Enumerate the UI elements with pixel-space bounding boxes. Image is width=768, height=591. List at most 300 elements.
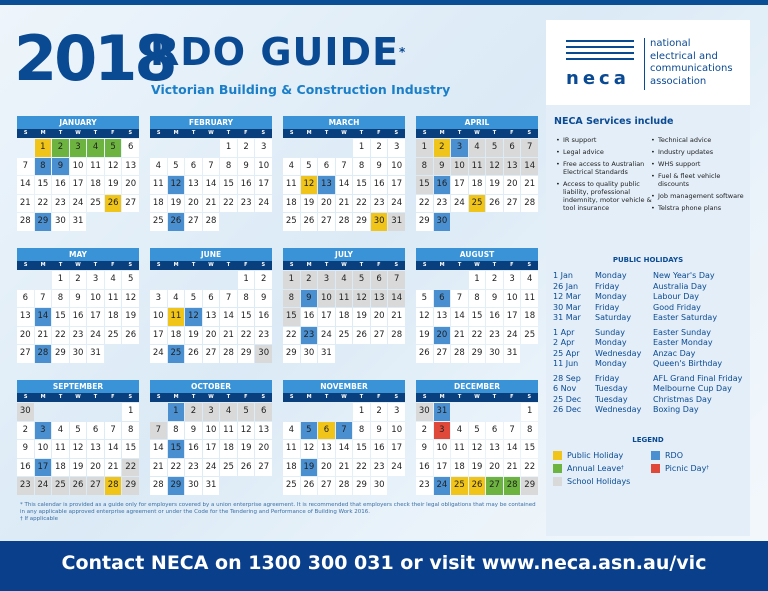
day-cell: 11 xyxy=(283,176,300,194)
day-cell: 12 xyxy=(168,176,185,194)
day-cell: 20 xyxy=(255,440,272,458)
day-cell: 15 xyxy=(35,176,52,194)
holiday-date: 2 Apr xyxy=(553,338,575,347)
day-cell: 18 xyxy=(336,308,353,326)
month-title: APRIL xyxy=(416,116,538,129)
weekday-label: S xyxy=(422,394,427,400)
day-cell: 14 xyxy=(220,308,237,326)
day-cell: 28 xyxy=(521,195,538,213)
day-cell: 11 xyxy=(105,290,122,308)
day-cell: 12 xyxy=(416,308,433,326)
day-cell: 1 xyxy=(168,403,185,421)
day-cell: 17 xyxy=(150,327,167,345)
holiday-date: 31 Mar xyxy=(553,313,581,322)
day-empty xyxy=(52,403,69,421)
day-empty xyxy=(255,213,272,231)
day-cell: 18 xyxy=(168,327,185,345)
weekday-label: F xyxy=(111,262,115,268)
day-empty xyxy=(255,477,272,495)
month-title: MAY xyxy=(17,248,139,261)
day-cell: 10 xyxy=(318,290,335,308)
day-cell: 27 xyxy=(255,459,272,477)
day-cell: 7 xyxy=(35,290,52,308)
weekday-header xyxy=(283,261,405,270)
day-cell: 26 xyxy=(469,477,486,495)
day-empty xyxy=(122,345,139,363)
day-cell: 24 xyxy=(388,459,405,477)
day-cell: 6 xyxy=(504,139,521,157)
day-cell: 14 xyxy=(35,308,52,326)
day-cell: 7 xyxy=(150,422,167,440)
day-cell: 2 xyxy=(416,422,433,440)
day-cell: 3 xyxy=(255,139,272,157)
day-cell: 23 xyxy=(434,195,451,213)
day-cell: 20 xyxy=(17,327,34,345)
legend-swatch xyxy=(553,464,562,473)
day-cell: 5 xyxy=(238,403,255,421)
day-empty xyxy=(185,271,202,289)
weekday-label: S xyxy=(128,262,133,268)
day-grid xyxy=(416,138,538,231)
day-empty xyxy=(504,403,521,421)
day-cell: 28 xyxy=(17,213,34,231)
day-cell: 11 xyxy=(469,158,486,176)
day-cell: 8 xyxy=(122,422,139,440)
day-empty xyxy=(168,139,185,157)
day-cell: 1 xyxy=(521,403,538,421)
holiday-name: Good Friday xyxy=(653,302,701,312)
weekday-label: T xyxy=(359,130,364,136)
day-cell: 12 xyxy=(301,440,318,458)
day-empty xyxy=(168,271,185,289)
day-cell: 30 xyxy=(185,477,202,495)
day-cell: 3 xyxy=(504,271,521,289)
holiday-weekday: Monday xyxy=(595,271,627,280)
day-cell: 7 xyxy=(521,139,538,157)
weekday-label: F xyxy=(510,130,514,136)
day-cell: 30 xyxy=(486,345,503,363)
day-cell: 28 xyxy=(150,477,167,495)
day-cell: 27 xyxy=(318,213,335,231)
day-cell: 26 xyxy=(353,327,370,345)
day-cell: 15 xyxy=(238,308,255,326)
day-cell: 4 xyxy=(451,422,468,440)
day-cell: 9 xyxy=(486,290,503,308)
day-cell: 10 xyxy=(35,440,52,458)
day-empty xyxy=(87,403,104,421)
day-cell: 29 xyxy=(521,477,538,495)
day-cell: 25 xyxy=(283,213,300,231)
holiday-row xyxy=(553,338,753,349)
holiday-date: 28 Sep xyxy=(553,373,581,383)
bottom-rule xyxy=(0,586,768,591)
day-cell: 8 xyxy=(353,158,370,176)
day-empty xyxy=(301,403,318,421)
legend-item-picnic-day xyxy=(651,462,749,475)
day-cell: 18 xyxy=(521,308,538,326)
day-cell: 16 xyxy=(185,440,202,458)
day-cell: 2 xyxy=(434,139,451,157)
holiday-weekday: Saturday xyxy=(595,313,632,322)
day-cell: 22 xyxy=(521,459,538,477)
day-cell: 30 xyxy=(371,213,388,231)
day-cell: 1 xyxy=(353,139,370,157)
day-cell: 31 xyxy=(70,213,87,231)
holiday-row xyxy=(553,374,753,385)
day-cell: 21 xyxy=(388,308,405,326)
day-cell: 18 xyxy=(469,176,486,194)
day-cell: 31 xyxy=(434,403,451,421)
day-cell: 2 xyxy=(486,271,503,289)
day-cell: 1 xyxy=(52,271,69,289)
holiday-row xyxy=(553,384,753,395)
day-cell: 17 xyxy=(388,440,405,458)
day-cell: 20 xyxy=(434,327,451,345)
day-cell: 15 xyxy=(521,440,538,458)
legend-label: Public Holiday xyxy=(567,451,624,460)
day-cell: 15 xyxy=(353,440,370,458)
weekday-label: S xyxy=(128,130,133,136)
day-cell: 17 xyxy=(70,176,87,194)
day-cell: 5 xyxy=(168,158,185,176)
day-cell: 14 xyxy=(150,440,167,458)
weekday-label: M xyxy=(306,130,312,136)
weekday-label: T xyxy=(58,262,63,268)
legend-label: RDO xyxy=(665,451,684,460)
weekday-header xyxy=(150,129,272,138)
day-cell: 22 xyxy=(122,459,139,477)
holiday-date: 1 Apr xyxy=(553,327,575,337)
day-cell: 27 xyxy=(122,195,139,213)
holiday-name: Queen's Birthday xyxy=(653,359,723,368)
day-cell: 23 xyxy=(301,327,318,345)
day-cell: 21 xyxy=(336,459,353,477)
day-cell: 30 xyxy=(301,345,318,363)
day-cell: 6 xyxy=(17,290,34,308)
day-cell: 6 xyxy=(486,422,503,440)
day-cell: 21 xyxy=(336,195,353,213)
weekday-label: F xyxy=(244,262,248,268)
day-cell: 31 xyxy=(318,345,335,363)
day-cell: 23 xyxy=(52,195,69,213)
day-cell: 16 xyxy=(238,176,255,194)
day-cell: 4 xyxy=(336,271,353,289)
day-cell: 6 xyxy=(122,139,139,157)
service-item: • Legal advice xyxy=(556,148,652,156)
day-cell: 21 xyxy=(220,327,237,345)
holiday-date: 1 Jan xyxy=(553,271,573,280)
weekday-label: F xyxy=(377,394,381,400)
day-cell: 17 xyxy=(388,176,405,194)
day-cell: 9 xyxy=(255,290,272,308)
services-list-right xyxy=(651,136,747,216)
day-cell: 6 xyxy=(255,403,272,421)
day-cell: 17 xyxy=(35,459,52,477)
holiday-date: 26 Jan xyxy=(553,281,579,291)
day-cell: 3 xyxy=(203,403,220,421)
day-cell: 12 xyxy=(238,422,255,440)
holiday-row xyxy=(553,359,753,370)
day-empty xyxy=(416,271,433,289)
day-cell: 3 xyxy=(150,290,167,308)
weekday-label: T xyxy=(324,394,329,400)
service-item: • Access to quality public liability, professional indemnity, motor vehicle & tool insurance xyxy=(556,180,652,212)
day-cell: 20 xyxy=(371,308,388,326)
day-cell: 9 xyxy=(371,422,388,440)
day-empty xyxy=(283,403,300,421)
weekday-label: S xyxy=(128,394,133,400)
day-cell: 4 xyxy=(283,158,300,176)
month-title: FEBRUARY xyxy=(150,116,272,129)
day-cell: 20 xyxy=(486,459,503,477)
legend-mark: † xyxy=(621,465,624,471)
day-cell: 13 xyxy=(122,158,139,176)
month-title: JULY xyxy=(283,248,405,261)
weekday-label: S xyxy=(261,262,266,268)
day-cell: 8 xyxy=(469,290,486,308)
day-cell: 3 xyxy=(434,422,451,440)
day-cell: 25 xyxy=(52,477,69,495)
weekday-label: M xyxy=(173,262,179,268)
day-cell: 30 xyxy=(371,477,388,495)
month-calendars xyxy=(17,116,538,496)
day-cell: 12 xyxy=(486,158,503,176)
day-cell: 24 xyxy=(87,327,104,345)
day-cell: 7 xyxy=(336,422,353,440)
day-cell: 4 xyxy=(283,422,300,440)
day-cell: 14 xyxy=(336,176,353,194)
day-empty xyxy=(238,477,255,495)
holiday-weekday: Friday xyxy=(595,281,620,291)
day-cell: 6 xyxy=(185,158,202,176)
day-cell: 14 xyxy=(17,176,34,194)
logo-divider xyxy=(644,38,645,90)
holiday-name: Australia Day xyxy=(653,281,707,291)
weekday-label: T xyxy=(93,394,98,400)
day-empty xyxy=(371,345,388,363)
weekday-label: S xyxy=(527,130,532,136)
day-cell: 8 xyxy=(168,422,185,440)
day-cell: 19 xyxy=(168,195,185,213)
title-year: 2018 xyxy=(14,22,175,95)
day-cell: 12 xyxy=(105,158,122,176)
day-cell: 2 xyxy=(371,139,388,157)
day-cell: 26 xyxy=(238,459,255,477)
day-cell: 21 xyxy=(203,195,220,213)
weekday-label: M xyxy=(40,394,46,400)
day-cell: 31 xyxy=(504,345,521,363)
weekday-header xyxy=(416,393,538,402)
day-cell: 4 xyxy=(220,403,237,421)
day-cell: 15 xyxy=(353,176,370,194)
day-empty xyxy=(283,139,300,157)
day-grid xyxy=(17,138,139,231)
day-cell: 30 xyxy=(70,345,87,363)
day-cell: 6 xyxy=(318,422,335,440)
day-cell: 27 xyxy=(17,345,34,363)
day-cell: 21 xyxy=(521,176,538,194)
month-october xyxy=(150,380,272,495)
day-cell: 18 xyxy=(220,440,237,458)
logo-line-4: association xyxy=(650,75,707,87)
day-empty xyxy=(203,271,220,289)
day-cell: 2 xyxy=(255,271,272,289)
day-cell: 22 xyxy=(353,459,370,477)
day-cell: 25 xyxy=(451,477,468,495)
weekday-label: S xyxy=(23,394,28,400)
day-empty xyxy=(122,213,139,231)
day-cell: 16 xyxy=(255,308,272,326)
day-cell: 1 xyxy=(353,403,370,421)
day-cell: 29 xyxy=(283,345,300,363)
day-grid xyxy=(416,270,538,363)
holiday-name: Christmas Day xyxy=(653,394,712,404)
day-cell: 13 xyxy=(318,440,335,458)
weekday-label: M xyxy=(306,262,312,268)
day-cell: 7 xyxy=(220,290,237,308)
month-title: JUNE xyxy=(150,248,272,261)
day-cell: 24 xyxy=(255,195,272,213)
day-cell: 13 xyxy=(255,422,272,440)
legend-item-school-holidays xyxy=(553,475,657,488)
weekday-label: T xyxy=(93,262,98,268)
day-cell: 26 xyxy=(168,213,185,231)
day-cell: 22 xyxy=(238,327,255,345)
day-cell: 27 xyxy=(185,213,202,231)
day-cell: 29 xyxy=(168,477,185,495)
weekday-label: T xyxy=(492,130,497,136)
day-grid xyxy=(283,270,405,363)
logo-wordmark: neca xyxy=(566,68,630,89)
day-cell: 31 xyxy=(388,213,405,231)
weekday-header xyxy=(416,129,538,138)
holiday-row xyxy=(553,303,753,314)
day-cell: 9 xyxy=(185,422,202,440)
weekday-label: T xyxy=(492,262,497,268)
services-list-left xyxy=(556,136,652,216)
day-cell: 13 xyxy=(17,308,34,326)
day-grid xyxy=(283,402,405,495)
service-item: • Telstra phone plans xyxy=(651,204,747,212)
day-cell: 3 xyxy=(388,139,405,157)
day-cell: 19 xyxy=(70,459,87,477)
day-empty xyxy=(70,403,87,421)
day-cell: 3 xyxy=(388,403,405,421)
month-december xyxy=(416,380,538,495)
day-empty xyxy=(150,271,167,289)
day-grid xyxy=(150,270,272,363)
day-cell: 8 xyxy=(353,422,370,440)
holiday-row xyxy=(553,313,753,324)
day-cell: 7 xyxy=(17,158,34,176)
day-cell: 24 xyxy=(504,327,521,345)
weekday-label: T xyxy=(191,394,196,400)
day-cell: 11 xyxy=(451,440,468,458)
holiday-name: Easter Sunday xyxy=(653,327,711,337)
holiday-weekday: Tuesday xyxy=(595,384,628,393)
day-empty xyxy=(185,139,202,157)
day-cell: 9 xyxy=(238,158,255,176)
day-cell: 5 xyxy=(122,271,139,289)
legend xyxy=(553,449,749,488)
day-cell: 29 xyxy=(353,213,370,231)
weekday-label: T xyxy=(226,394,231,400)
day-cell: 10 xyxy=(434,440,451,458)
day-empty xyxy=(17,139,34,157)
weekday-header xyxy=(17,129,139,138)
day-grid xyxy=(416,402,538,495)
legend-item-rdo xyxy=(651,449,749,462)
legend-label: Annual Leave xyxy=(567,464,622,473)
day-cell: 2 xyxy=(371,403,388,421)
footnotes xyxy=(20,502,538,523)
service-item: • WHS support xyxy=(651,160,747,168)
day-cell: 9 xyxy=(371,158,388,176)
day-cell: 17 xyxy=(451,176,468,194)
weekday-label: M xyxy=(439,130,445,136)
weekday-label: S xyxy=(261,394,266,400)
day-cell: 10 xyxy=(87,290,104,308)
day-cell: 13 xyxy=(434,308,451,326)
weekday-label: T xyxy=(226,130,231,136)
weekday-label: W xyxy=(341,394,347,400)
weekday-label: F xyxy=(111,394,115,400)
legend-swatch xyxy=(651,451,660,460)
weekday-label: S xyxy=(289,262,294,268)
day-cell: 23 xyxy=(238,195,255,213)
day-empty xyxy=(469,403,486,421)
holiday-weekday: Monday xyxy=(595,292,627,301)
day-cell: 18 xyxy=(87,176,104,194)
day-cell: 14 xyxy=(521,158,538,176)
day-cell: 11 xyxy=(168,308,185,326)
day-cell: 1 xyxy=(283,271,300,289)
day-cell: 26 xyxy=(70,477,87,495)
day-cell: 15 xyxy=(283,308,300,326)
day-cell: 22 xyxy=(416,195,433,213)
day-cell: 12 xyxy=(469,440,486,458)
day-cell: 27 xyxy=(504,195,521,213)
holiday-date: 11 Jun xyxy=(553,359,579,368)
day-empty xyxy=(388,477,405,495)
day-cell: 22 xyxy=(353,195,370,213)
weekday-header xyxy=(150,261,272,270)
day-empty xyxy=(336,345,353,363)
legend-swatch xyxy=(651,464,660,473)
weekday-label: T xyxy=(324,130,329,136)
day-cell: 28 xyxy=(336,213,353,231)
weekday-label: M xyxy=(173,394,179,400)
day-cell: 9 xyxy=(434,158,451,176)
day-grid xyxy=(17,270,139,363)
holiday-date: 25 Apr xyxy=(553,348,580,358)
day-empty xyxy=(17,271,34,289)
day-cell: 1 xyxy=(469,271,486,289)
day-empty xyxy=(87,213,104,231)
day-empty xyxy=(353,345,370,363)
day-cell: 5 xyxy=(486,139,503,157)
day-cell: 23 xyxy=(70,327,87,345)
holiday-date: 6 Nov xyxy=(553,384,577,393)
day-cell: 24 xyxy=(203,459,220,477)
holiday-date: 12 Mar xyxy=(553,292,581,301)
holiday-name: Anzac Day xyxy=(653,348,696,358)
day-cell: 15 xyxy=(469,308,486,326)
day-cell: 23 xyxy=(255,327,272,345)
day-cell: 18 xyxy=(451,459,468,477)
day-empty xyxy=(521,345,538,363)
weekday-label: T xyxy=(457,394,462,400)
